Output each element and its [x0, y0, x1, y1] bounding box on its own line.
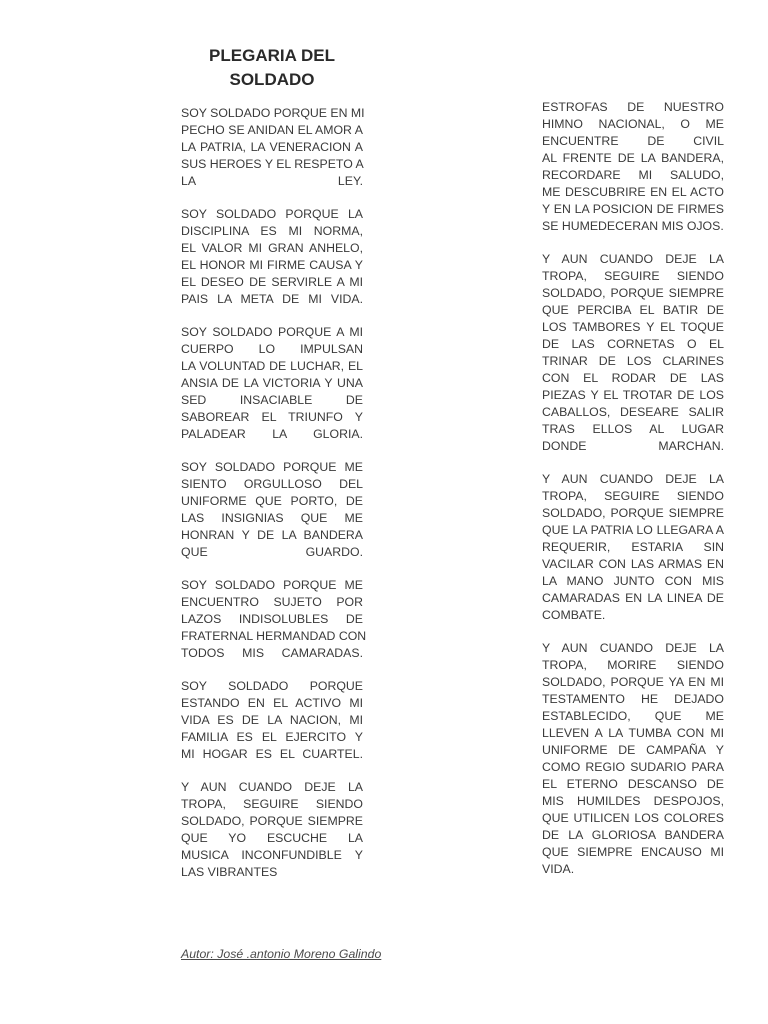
left-column [181, 105, 367, 897]
text-line: LAS VIBRANTES [181, 865, 278, 879]
text-line: COMO REGIO SUDARIO PARA [542, 760, 724, 774]
text-line: SOY SOLDADO PORQUE EN MI [181, 106, 365, 120]
right-stanza-1 [542, 99, 724, 235]
text-line: ESTABLECIDO, QUE ME [542, 709, 724, 723]
text-line: SE HUMEDECERAN MIS OJOS. [542, 219, 724, 233]
text-line: RECORDARE MI SALUDO, [542, 168, 724, 182]
text-line: PECHO SE ANIDAN EL AMOR A [181, 123, 363, 137]
left-stanza-5 [181, 577, 367, 662]
text-line: SED INSACIABLE DE [181, 393, 363, 407]
text-line: SOY SOLDADO PORQUE ME [181, 578, 363, 592]
text-line: PIEZAS Y EL TROTAR DE LOS [542, 388, 724, 402]
text-line: Y AUN CUANDO DEJE LA [542, 641, 724, 655]
text-line: QUE GUARDO. [181, 545, 363, 559]
text-line: PALADEAR LA GLORIA. [181, 427, 363, 441]
text-line: REQUERIR, ESTARIA SIN [542, 540, 724, 554]
text-line: LOS TAMBORES Y EL TOQUE [542, 320, 724, 334]
text-line: ENCUENTRO SUJETO POR [181, 595, 363, 609]
text-line: CAMARADAS EN LA LINEA DE [542, 591, 724, 605]
text-line: TRAS ELLOS AL LUGAR [542, 422, 724, 436]
left-stanza-1 [181, 105, 363, 190]
right-stanza-3 [542, 471, 724, 624]
text-line: SOY SOLDADO PORQUE [181, 679, 363, 693]
text-line: SABOREAR EL TRIUNFO Y [181, 410, 363, 424]
text-line: DE LA GLORIOSA BANDERA [542, 828, 724, 842]
text-line: COMBATE. [542, 608, 606, 622]
text-line: LA VOLUNTAD DE LUCHAR, EL [181, 359, 363, 373]
text-line: CUERPO LO IMPULSAN [181, 342, 363, 356]
text-line: Y AUN CUANDO DEJE LA [181, 780, 363, 794]
text-line: SOLDADO, PORQUE SIEMPRE [181, 814, 363, 828]
text-line: SUS HEROES Y EL RESPETO A [181, 157, 364, 171]
text-line: VACILAR CON LAS ARMAS EN [542, 557, 724, 571]
left-stanza-3 [181, 324, 363, 443]
text-line: Y AUN CUANDO DEJE LA [542, 472, 724, 486]
text-line: SOY SOLDADO PORQUE ME [181, 460, 363, 474]
text-line: ENCUENTRE DE CIVIL [542, 134, 724, 148]
text-line: AL FRENTE DE LA BANDERA, [542, 151, 724, 165]
text-line: LA MANO JUNTO CON MIS [542, 574, 724, 588]
text-line: ESTANDO EN EL ACTIVO MI [181, 696, 363, 710]
text-line: SOLDADO, PORQUE SIEMPRE [542, 506, 724, 520]
text-line: LAS INSIGNIAS QUE ME [181, 511, 363, 525]
left-stanza-7 [181, 779, 363, 881]
right-stanza-2 [542, 251, 724, 455]
left-stanza-6 [181, 678, 363, 763]
text-line: CABALLOS, DESEARE SALIR [542, 405, 724, 419]
text-line: MIS HUMILDES DESPOJOS, [542, 794, 724, 808]
text-line: QUE LA PATRIA LO LLEGARA A [542, 523, 724, 537]
text-line: QUE PERCIBA EL BATIR DE [542, 303, 724, 317]
text-line: MUSICA INCONFUNDIBLE Y [181, 848, 363, 862]
document-title [181, 44, 363, 92]
text-line: QUE UTILICEN LOS COLORES [542, 811, 724, 825]
text-line: SOY SOLDADO PORQUE A MI [181, 325, 363, 339]
text-line: DONDE MARCHAN. [542, 439, 724, 453]
text-line: SOLDADO, PORQUE YA EN MI [542, 675, 724, 689]
text-line: ANSIA DE LA VICTORIA Y UNA [181, 376, 363, 390]
right-column [542, 99, 724, 894]
text-line: EL ETERNO DESCANSO DE [542, 777, 724, 791]
text-line: TROPA, SEGUIRE SIENDO [181, 797, 363, 811]
text-line: PAIS LA META DE MI VIDA. [181, 292, 363, 306]
text-line: EL VALOR MI GRAN ANHELO, [181, 241, 363, 255]
text-line: EL HONOR MI FIRME CAUSA Y [181, 258, 363, 272]
text-line: CON EL RODAR DE LAS [542, 371, 724, 385]
text-line: EL DESEO DE SERVIRLE A MI [181, 275, 363, 289]
text-line: HIMNO NACIONAL, O ME [542, 117, 724, 131]
text-line: QUE SIEMPRE ENCAUSO MI [542, 845, 724, 859]
left-stanza-4 [181, 459, 363, 561]
text-line: LAZOS INDISOLUBLES DE [181, 612, 363, 626]
text-line: SOLDADO, PORQUE SIEMPRE [542, 286, 724, 300]
author-credit: Autor: José .antonio Moreno Galindo [181, 947, 382, 961]
text-line: SIENTO ORGULLOSO DEL [181, 477, 363, 491]
text-line: UNIFORME DE CAMPAÑA Y [542, 743, 724, 757]
title-line-1: PLEGARIA DEL [209, 46, 335, 65]
text-line: MI HOGAR ES EL CUARTEL. [181, 747, 363, 761]
text-line: DE LAS CORNETAS O EL [542, 337, 724, 351]
text-line: FRATERNAL HERMANDAD CON [181, 629, 367, 643]
text-line: DISCIPLINA ES MI NORMA, [181, 224, 363, 238]
text-line: ESTROFAS DE NUESTRO [542, 100, 724, 114]
text-line: TRINAR DE LOS CLARINES [542, 354, 724, 368]
text-line: LA LEY. [181, 174, 363, 188]
text-line: LA PATRIA, LA VENERACION A [181, 140, 363, 154]
text-line: TROPA, SEGUIRE SIENDO [542, 269, 724, 283]
text-line: TROPA, SEGUIRE SIENDO [542, 489, 724, 503]
text-line: Y EN LA POSICION DE FIRMES [542, 202, 724, 216]
text-line: HONRAN Y DE LA BANDERA [181, 528, 363, 542]
text-line: TESTAMENTO HE DEJADO [542, 692, 724, 706]
title-line-2: SOLDADO [229, 70, 315, 89]
text-line: UNIFORME QUE PORTO, DE [181, 494, 363, 508]
text-line: TODOS MIS CAMARADAS. [181, 646, 363, 660]
left-stanza-2 [181, 206, 363, 308]
text-line: FAMILIA ES EL EJERCITO Y [181, 730, 363, 744]
text-line: TROPA, MORIRE SIENDO [542, 658, 724, 672]
text-line: ME DESCUBRIRE EN EL ACTO [542, 185, 724, 199]
right-stanza-4 [542, 640, 724, 878]
text-line: Y AUN CUANDO DEJE LA [542, 252, 724, 266]
text-line: LLEVEN A LA TUMBA CON MI [542, 726, 724, 740]
text-line: VIDA. [542, 862, 575, 876]
text-line: VIDA ES DE LA NACION, MI [181, 713, 363, 727]
text-line: SOY SOLDADO PORQUE LA [181, 207, 363, 221]
text-line: QUE YO ESCUCHE LA [181, 831, 363, 845]
